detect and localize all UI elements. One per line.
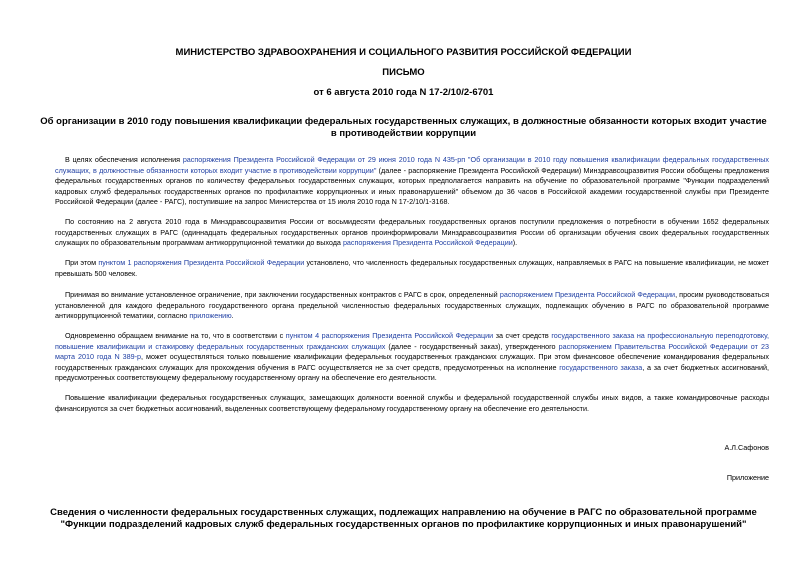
paragraph-4 [55, 290, 769, 322]
paragraph-3 [55, 258, 769, 279]
link-government-order-389[interactable]: распоряжением Правительства Российской Федерации от 23 марта 2010 года N 389-р [55, 341, 770, 361]
appendix-label: Приложение [726, 473, 769, 482]
paragraph-text: , просим руководствоваться установленной для каждого федерального государственного органа предельной численностью федеральных государственных служащих, подлежащих обучению в РАГС по образовательной программе антикоррупционной тематики, согласно [55, 290, 769, 320]
document-date-number: от 6 августа 2010 года N 17-2/10/2-6701 [313, 87, 494, 98]
paragraph-text: В целях обеспечения исполнения [65, 155, 183, 164]
paragraph-text: , может осуществляться только повышение квалификации федеральных государственных гражданских служащих. При этом финансовое обеспечение командирования федеральных государственных гражданских служащих для прохождения обучения в РАГС осуществляется не за счет средств, предусмотренных на исполнение [55, 352, 770, 372]
document-title: Об организации в 2010 году повышения квалификации федеральных государственных служащих, в должностные обязанности которых входит участие в противодействии коррупции [40, 116, 767, 139]
paragraph-text: за счет средств [493, 331, 552, 340]
paragraph-text: . [231, 311, 234, 320]
paragraph-text: При этом [65, 258, 99, 267]
paragraph-text: (далее - государственный заказ), утвержденного [385, 341, 559, 351]
paragraph-text: , а за счет бюджетных ассигнований, предусмотренных соответствующему федеральному государственному органу на обеспечение его деятельности. [55, 362, 770, 382]
paragraph-2 [55, 217, 769, 249]
link-state-order[interactable]: государственного заказа [559, 362, 643, 372]
paragraph-6 [55, 393, 769, 414]
paragraph-text: По состоянию на 2 августа 2010 года в Минздравсоцразвития России от восьмидесяти федеральных государственных органов поступили предложения о потребности в обучении 1652 федеральных государственных служащих в РАГС (одиннадцать федеральных государственных органов проинформировали Минздравсоцразвития России об организации обучения своих федеральных государственных служащих по образовательным программам антикоррупционной тематики до выхода [55, 217, 769, 247]
paragraph-5 [55, 331, 769, 384]
document-type: ПИСЬМО [382, 67, 425, 78]
link-presidential-order[interactable]: распоряжения Президента Российской Федерации [342, 238, 513, 247]
link-state-order-training[interactable]: государственного заказа на профессиональную переподготовку, повышение квалификации и стажировку федеральных государственных гражданских служащих [55, 331, 770, 351]
paragraph-text: (далее - распоряжение Президента Российской Федерации) Минздравсоцразвития России обобщены предложения федеральных государственных органов по количеству федеральных государственных служащих, которых предполагается направить на обучение по образовательной программе "Функции подразделений кадровых служб федеральных государственных органов по профилактике коррупционных и иных правонарушений" объемом до 36 часов в Российской академии государственной службы при Президенте Российской Федерации (далее - РАГС), поступившие на запрос Министерства от 15 июля 2010 года N 17-2/10/1-3168. [55, 165, 769, 206]
paragraph-text: Повышение квалификации федеральных государственных служащих, замещающих должности военной службы и федеральной государственной службы иных видов, а также командировочные расходы финансируются за счет бюджетных ассигнований, выделенных соответствующему федеральному государственному органу на обеспечение его деятельности. [55, 393, 769, 413]
link-order-point-4[interactable]: пунктом 4 распоряжения Президента Российской Федерации [285, 331, 494, 340]
paragraph-text: Принимая во внимание установленное ограничение, при заключении государственных контрактов с РАГС в срок, определенный [65, 290, 500, 299]
ministry-header: МИНИСТЕРСТВО ЗДРАВООХРАНЕНИЯ И СОЦИАЛЬНОГО РАЗВИТИЯ РОССИЙСКОЙ ФЕДЕРАЦИИ [175, 47, 632, 58]
paragraph-text: установлено, что численность федеральных государственных служащих, направляемых в РАГС на повышение квалификации, не может превышать 500 человек. [55, 258, 770, 278]
paragraph-text: Одновременно обращаем внимание на то, что в соответствии с [65, 331, 286, 340]
appendix-title: Сведения о численности федеральных государственных служащих, подлежащих направлению на обучение в РАГС по образовательной программе "Функции подразделений кадровых служб федеральных государственных органов по профилактике коррупционных и иных правонарушений" [50, 507, 757, 530]
paragraph-1 [55, 155, 769, 208]
paragraph-text: ). [512, 238, 518, 247]
link-presidential-order[interactable]: распоряжением Президента Российской Федерации [499, 290, 676, 299]
link-order-point-1[interactable]: пунктом 1 распоряжения Президента Российской Федерации [98, 258, 305, 267]
signature: А.Л.Сафонов [724, 443, 769, 452]
link-presidential-order-435[interactable]: распоряжения Президента Российской Федерации от 29 июня 2010 года N 435-рп "Об организации в 2010 году повышения квалификации федеральных государственных служащих, в должностные обязанности которых входит участие в противодействии коррупции" [55, 155, 769, 175]
link-appendix[interactable]: приложению [189, 311, 232, 320]
